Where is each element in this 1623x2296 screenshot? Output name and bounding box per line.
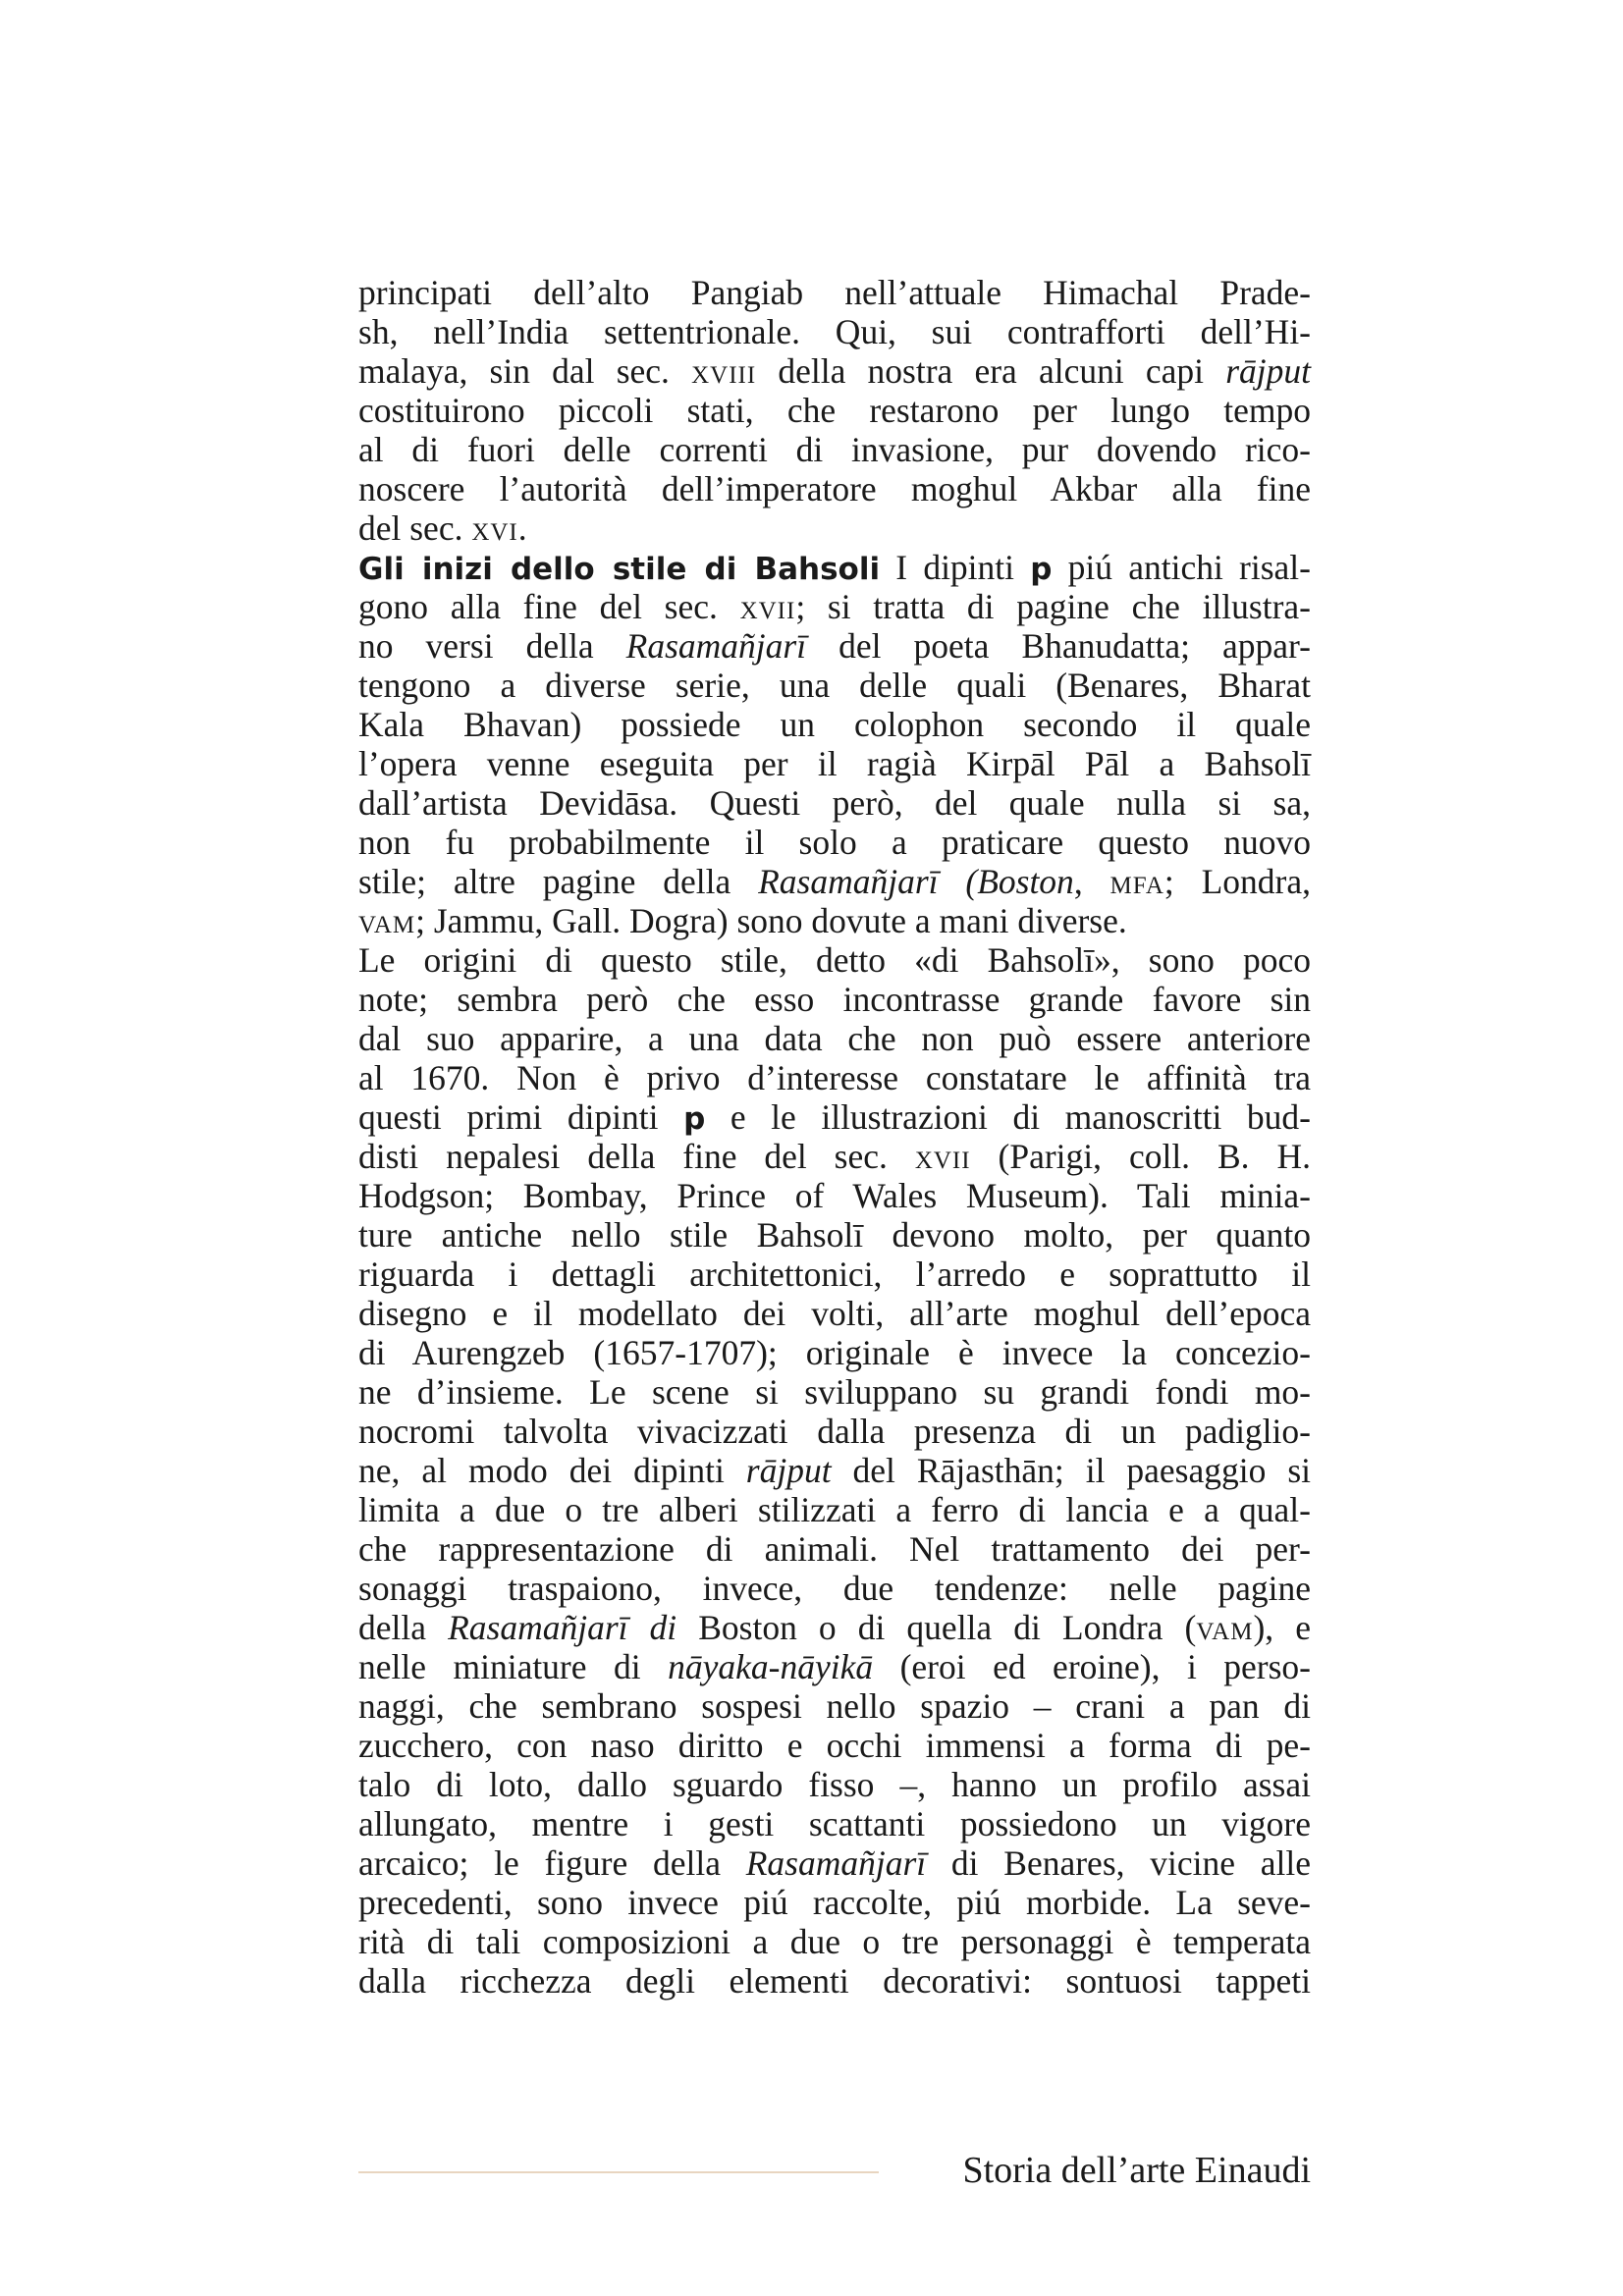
text-line: non fu probabilmente il solo a praticare questo nuovo [358, 823, 1311, 862]
text-line: note; sembra però che esso incontrasse grande favore sin [358, 980, 1311, 1019]
text-line: no versi della Rasamañjarī del poeta Bhanudatta; appar- [358, 626, 1311, 666]
text-line: naggi, che sembrano sospesi nello spazio – crani a pan di [358, 1686, 1311, 1726]
text-line: Hodgson; Bombay, Prince of Wales Museum). Tali minia- [358, 1176, 1311, 1215]
text-line: sh, nell’India settentrionale. Qui, sui contrafforti dell’Hi- [358, 312, 1311, 351]
text-line: zucchero, con naso diritto e occhi immensi a forma di pe- [358, 1726, 1311, 1765]
text-line: di Aurengzeb (1657-1707); originale è invece la concezio- [358, 1333, 1311, 1372]
text-line: del sec. xvi. [358, 508, 527, 548]
text-line: ne, al modo dei dipinti rājput del Rājasthān; il paesaggio si [358, 1451, 1311, 1490]
text-line: al di fuori delle correnti di invasione, pur dovendo rico- [358, 430, 1311, 469]
text-line: riguarda i dettagli architettonici, l’arredo e soprattutto il [358, 1255, 1311, 1294]
text-line: Kala Bhavan) possiede un colophon secondo il quale [358, 705, 1311, 744]
text-line: al 1670. Non è privo d’interesse constatare le affinità tra [358, 1058, 1311, 1097]
text-line: principati dell’alto Pangiab nell’attuale Himachal Prade- [358, 273, 1311, 312]
text-line: nelle miniature di nāyaka-nāyikā (eroi ed eroine), i perso- [358, 1647, 1312, 1686]
body-text [358, 273, 1311, 2001]
footer-title: Storia dell’arte Einaudi [962, 2150, 1311, 2191]
text-line: questi primi dipinti p e le illustrazioni di manoscritti bud- [358, 1097, 1311, 1137]
text-line: talo di loto, dallo sguardo fisso –, hanno un profilo assai [358, 1765, 1311, 1804]
text-line: l’opera venne eseguita per il ragià Kirpāl Pāl a Bahsolī [358, 744, 1311, 783]
section-heading: Gli inizi dello stile di Bahsoli [358, 552, 881, 587]
text-line: tengono a diverse serie, una delle quali (Benares, Bharat [358, 666, 1311, 705]
text-line: Le origini di questo stile, detto «di Bahsolī», sono poco [358, 940, 1311, 980]
text-line: costituirono piccoli stati, che restarono per lungo tempo [358, 391, 1311, 430]
text-line: dal suo apparire, a una data che non può essere anteriore [358, 1019, 1311, 1058]
text-line: malaya, sin dal sec. xviii della nostra era alcuni capi rājput [358, 351, 1311, 391]
text-line: precedenti, sono invece piú raccolte, piú morbide. La seve- [358, 1883, 1311, 1922]
text-line: arcaico; le figure della Rasamañjarī di Benares, vicine alle [358, 1843, 1311, 1883]
text-line: rità di tali composizioni a due o tre personaggi è temperata [358, 1922, 1311, 1961]
text-line: dall’artista Devidāsa. Questi però, del quale nulla si sa, [358, 783, 1311, 823]
text-line: noscere l’autorità dell’imperatore moghul Akbar alla fine [358, 469, 1311, 508]
text-line: stile; altre pagine della Rasamañjarī (Boston, mfa; Londra, [358, 862, 1311, 901]
text-line: ne d’insieme. Le scene si sviluppano su grandi fondi mo- [358, 1372, 1311, 1412]
text-line: sonaggi traspaiono, invece, due tendenze: nelle pagine [358, 1569, 1311, 1608]
text-line: vam; Jammu, Gall. Dogra) sono dovute a mani diverse. [358, 901, 1127, 940]
text-line: disegno e il modellato dei volti, all’arte moghul dell’epoca [358, 1294, 1311, 1333]
text-line: che rappresentazione di animali. Nel trattamento dei per- [358, 1529, 1311, 1569]
text-line: gono alla fine del sec. xvii; si tratta di pagine che illustra- [358, 587, 1311, 626]
text-line: nocromi talvolta vivacizzati dalla presenza di un padiglio- [358, 1412, 1311, 1451]
footer-rule [358, 2171, 879, 2173]
text-line: dalla ricchezza degli elementi decorativi: sontuosi tappeti [358, 1961, 1311, 2001]
text-line: ture antiche nello stile Bahsolī devono molto, per quanto [358, 1215, 1311, 1255]
section-heading-line: Gli inizi dello stile di Bahsoli I dipinti p piú antichi risal- [358, 548, 1311, 587]
text-line: limita a due o tre alberi stilizzati a ferro di lancia e a qual- [358, 1490, 1311, 1529]
text-line: allungato, mentre i gesti scattanti possiedono un vigore [358, 1804, 1311, 1843]
text-line: della Rasamañjarī di Boston o di quella di Londra (vam), e [358, 1608, 1311, 1647]
text-line: disti nepalesi della fine del sec. xvii (Parigi, coll. B. H. [358, 1137, 1311, 1176]
